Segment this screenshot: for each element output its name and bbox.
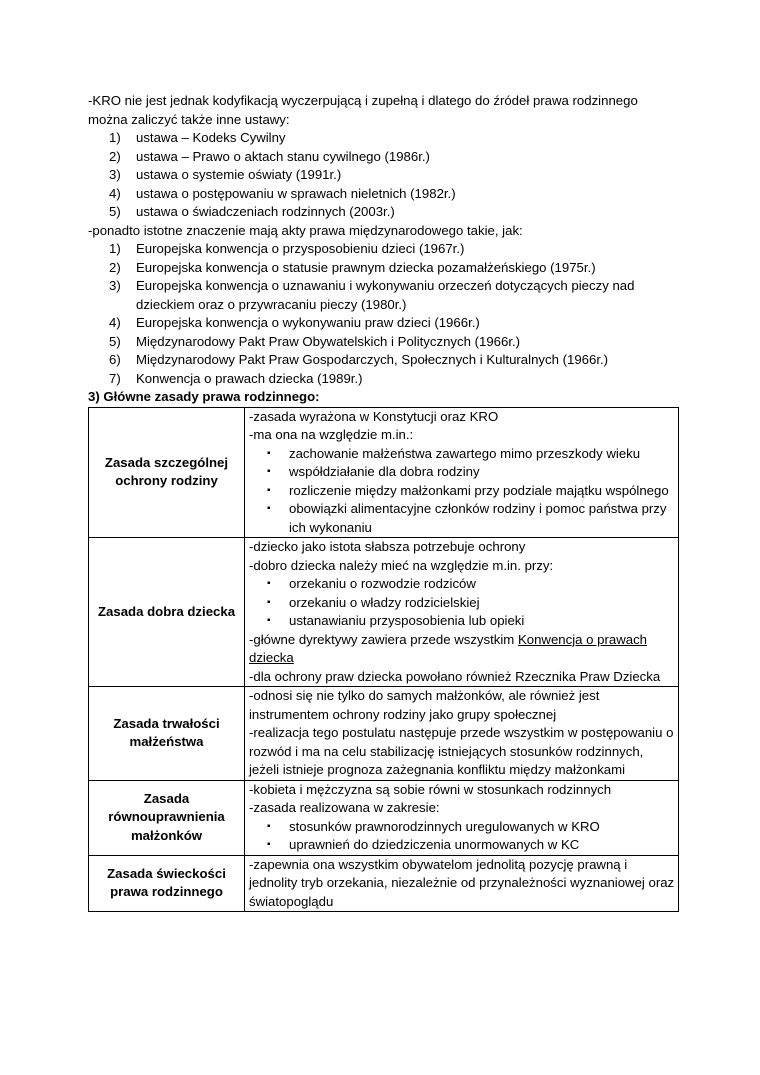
principle-label: Zasada świeckości prawa rodzinnego bbox=[89, 855, 245, 912]
principle-description: -dziecko jako istota słabsza potrzebuje ochrony -dobro dziecka należy mieć na względzie m.in. przy: ▪ orzekaniu o rozwodzie rodziców ▪ orzekaniu o władzy rodzicielskiej ▪ ustanawianiu przysposobienia lub opieki -główne dyrektywy zawiera przede wszystkim Konwencja o prawach dziecka -dla ochrony praw dziecka powołano również Rzecznika Praw Dziecka bbox=[245, 538, 679, 687]
principle-description: -odnosi się nie tylko do samych małżonków, ale również jest instrumentem ochrony rodziny jako grupy społecznej -realizacja tego postulatu następuje przede wszystkim w postępowaniu o rozwód i ma na celu stabilizację istniejących stosunków rodzinnych, jeżeli istnieje prognoza zażegnania konfliktu między małżonkami bbox=[245, 687, 679, 781]
international-acts-list bbox=[88, 240, 678, 388]
table-row bbox=[89, 407, 679, 538]
square-bullet-icon: ▪ bbox=[267, 447, 271, 459]
principle-description: -zasada wyrażona w Konstytucji oraz KRO -ma ona na względzie m.in.: ▪ zachowanie małżeństwa zawartego mimo przeszkody wieku ▪ współdziałanie dla dobra rodziny ▪ rozliczenie między małżonkami przy podziale majątku wspólnego ▪ obowiązki alimentacyjne członków rodziny i pomoc państwa przy ich wykonaniu bbox=[245, 407, 679, 538]
list-item: 7) Konwencja o prawach dziecka (1989r.) bbox=[109, 370, 363, 386]
square-bullet-icon: ▪ bbox=[267, 820, 271, 832]
square-bullet-icon: ▪ bbox=[267, 578, 271, 589]
list-item: ▪ orzekaniu o władzy rodzicielskiej bbox=[249, 594, 675, 613]
list-item: ▪ obowiązki alimentacyjne członków rodziny i pomoc państwa przy ich wykonaniu bbox=[267, 501, 667, 535]
bullet-list bbox=[249, 445, 675, 538]
list-item: ▪ orzekaniu o rozwodzie rodziców bbox=[249, 575, 675, 594]
square-bullet-icon: ▪ bbox=[267, 839, 271, 850]
bullet-list bbox=[249, 818, 675, 855]
principle-label: Zasada dobra dziecka bbox=[89, 538, 245, 687]
list-item: 4) Europejska konwencja o wykonywaniu praw dzieci (1966r.) bbox=[109, 315, 480, 330]
list-item: 6) Międzynarodowy Pakt Praw Gospodarczych, Społecznych i Kulturalnych (1966r.) bbox=[109, 352, 609, 367]
list-item: ▪ uprawnień do dziedziczenia unormowanych w KC bbox=[249, 836, 675, 855]
list-item: 3) Europejska konwencja o uznawaniu i wykonywaniu orzeczeń dotyczących pieczy nad dzieckiem oraz o przywracaniu pieczy (1980r.) bbox=[109, 278, 635, 312]
square-bullet-icon: ▪ bbox=[267, 615, 271, 626]
list-item: 5) ustawa o świadczeniach rodzinnych (2003r.) bbox=[109, 204, 395, 219]
list-item: 5) Międzynarodowy Pakt Praw Obywatelskich i Politycznych (1966r.) bbox=[109, 333, 521, 349]
principle-label: Zasada szczególnej ochrony rodziny bbox=[89, 407, 245, 538]
principle-description: -zapewnia ona wszystkim obywatelom jednolitą pozycję prawną i jednolity tryb orzekania, niezależnie od przynależności wyznaniowej oraz światopoglądu bbox=[245, 855, 679, 912]
list-item: 1) ustawa – Kodeks Cywilny bbox=[109, 130, 286, 145]
table-row bbox=[89, 780, 679, 855]
intro-paragraph-laws: -KRO nie jest jednak kodyfikacją wyczerpującą i zupełną i dlatego do źródeł prawa rodzinnego można zaliczyć także inne ustawy: bbox=[88, 93, 638, 127]
square-bullet-icon: ▪ bbox=[267, 466, 271, 477]
list-item: ▪ współdziałanie dla dobra rodziny bbox=[249, 463, 675, 482]
section-heading: 3) Główne zasady prawa rodzinnego: bbox=[88, 389, 320, 404]
list-item: 3) ustawa o systemie oświaty (1991r.) bbox=[109, 167, 342, 182]
convention-link[interactable]: Konwencja o prawach dziecka bbox=[249, 631, 647, 665]
principles-table bbox=[88, 407, 679, 913]
list-item: ▪ rozliczenie między małżonkami przy podziale majątku wspólnego bbox=[249, 482, 675, 501]
square-bullet-icon: ▪ bbox=[267, 503, 271, 514]
table-row bbox=[89, 855, 679, 912]
laws-list bbox=[88, 129, 678, 222]
list-item: ▪ zachowanie małżeństwa zawartego mimo przeszkody wieku bbox=[249, 445, 675, 464]
square-bullet-icon: ▪ bbox=[267, 484, 271, 496]
list-item: 2) ustawa – Prawo o aktach stanu cywilnego (1986r.) bbox=[109, 148, 430, 164]
bullet-list bbox=[249, 575, 675, 631]
document-page bbox=[88, 92, 678, 912]
list-item: ▪ ustanawianiu przysposobienia lub opieki bbox=[249, 612, 675, 631]
principle-description: -kobieta i mężczyzna są sobie równi w stosunkach rodzinnych -zasada realizowana w zakresie: ▪ stosunków prawnorodzinnych uregulowanych w KRO ▪ uprawnień do dziedziczenia unormowanych w KC bbox=[245, 780, 679, 855]
list-item: 4) ustawa o postępowaniu w sprawach nieletnich (1982r.) bbox=[109, 185, 456, 201]
list-item: 1) Europejska konwencja o przysposobieniu dzieci (1967r.) bbox=[109, 241, 465, 256]
square-bullet-icon: ▪ bbox=[267, 596, 271, 608]
table-row bbox=[89, 687, 679, 781]
principle-label: Zasada trwałości małżeństwa bbox=[89, 687, 245, 781]
list-item: ▪ stosunków prawnorodzinnych uregulowanych w KRO bbox=[249, 818, 675, 837]
intro-paragraph-acts: -ponadto istotne znaczenie mają akty prawa międzynarodowego takie, jak: bbox=[88, 222, 523, 238]
list-item: 2) Europejska konwencja o statusie prawnym dziecka pozamałżeńskiego (1975r.) bbox=[109, 259, 596, 275]
table-row bbox=[89, 538, 679, 687]
principle-label: Zasada równouprawnienia małżonków bbox=[89, 780, 245, 855]
